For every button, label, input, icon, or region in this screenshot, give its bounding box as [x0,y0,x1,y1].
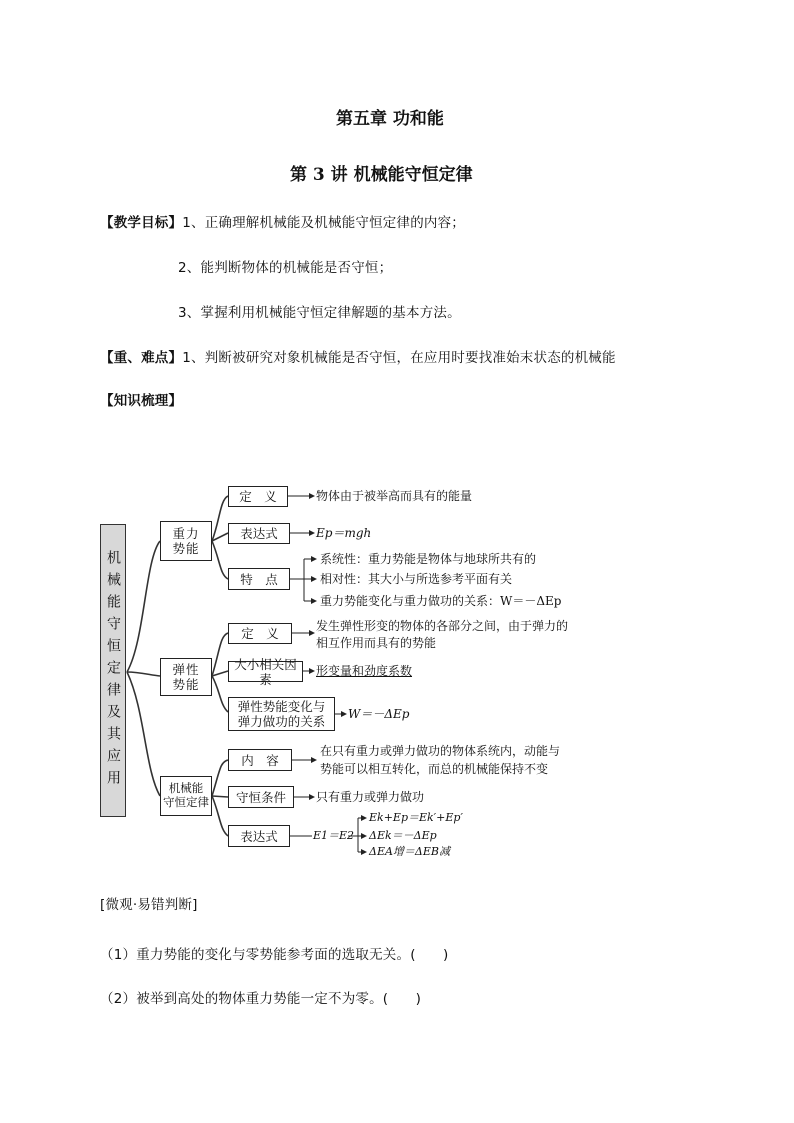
gravity-feature-item: 系统性：重力势能是物体与地球所共有的 [320,552,537,566]
chapter-title: 第五章 功和能 [336,109,444,129]
elastic-relation-box-line: 弹性势能变化与 [237,699,326,714]
node-conservation-label: 机械能 [168,781,204,796]
box-elastic-factor: 大小相关因素 [228,661,303,682]
conservation-content-line: 势能可以相互转化，而总的机械能保持不变 [320,762,549,776]
gravity-feature-item: 重力势能变化与重力做功的关系：W＝－ΔEp [320,594,562,608]
conservation-expression-main: E1＝E2 [313,829,355,842]
elastic-relation: W＝－ΔEp [348,707,410,721]
node-gravity-label: 重力势能 [172,526,200,556]
box-conservation-expression: 表达式 [228,825,290,847]
box-gravity-definition: 定 义 [228,486,288,507]
micro-label: [微观·易错判断] [100,897,198,913]
box-elastic-definition: 定 义 [228,623,292,644]
micro-item: （2）被举到高处的物体重力势能一定不为零。( ) [100,991,422,1007]
node-conservation-label: 守恒定律 [163,795,209,809]
conservation-expression-item: ΔEk＝－ΔEp [369,829,437,842]
node-elastic-potential [160,658,212,696]
lecture-title: 第 3 讲 机械能守恒定律 [290,165,473,185]
key-points-label: 【重、难点】 [100,350,183,366]
conservation-expression-item: Ek+Ep＝Ek′+Ep′ [369,811,463,824]
micro-item: （1）重力势能的变化与零势能参考面的选取无关。( ) [100,947,449,963]
box-elastic-relation [228,697,335,731]
elastic-definition-line: 相互作用而具有的势能 [316,636,437,650]
objective-item: 1、正确理解机械能及机械能守恒定律的内容； [182,215,465,231]
node-elastic-label: 弹性势能 [172,662,200,692]
key-points-text: 1、判断被研究对象机械能是否守恒，在应用时要找准始末状态的机械能 [182,350,616,366]
conservation-condition: 只有重力或弹力做功 [316,790,425,804]
gravity-expression: Ep＝mgh [316,526,372,540]
node-gravity-potential [160,521,212,561]
mindmap-root [100,524,126,817]
box-conservation-condition: 守恒条件 [228,786,294,808]
objective-item: 3、掌握利用机械能守恒定律解题的基本方法。 [178,305,461,321]
knowledge-label: 【知识梳理】 [100,393,183,409]
gravity-definition: 物体由于被举高而具有的能量 [316,489,473,503]
objective-item: 2、能判断物体的机械能是否守恒； [178,260,393,276]
box-gravity-expression: 表达式 [228,523,290,544]
elastic-relation-box-line: 弹力做功的关系 [237,714,326,729]
box-gravity-feature: 特 点 [228,568,290,590]
elastic-definition-line: 发生弹性形变的物体的各部分之间，由于弹力的 [316,619,569,633]
elastic-factors: 形变量和劲度系数 [316,664,413,678]
conservation-expression-item: ΔEA增＝ΔEB减 [369,845,450,858]
objectives-label: 【教学目标】 [100,215,183,231]
mindmap-root-label: 机械能守恒定律及其应用 [105,549,121,792]
conservation-content-line: 在只有重力或弹力做功的物体系统内，动能与 [320,744,561,758]
box-conservation-content: 内 容 [228,749,292,771]
node-conservation-law [160,776,212,816]
gravity-feature-item: 相对性：其大小与所选参考平面有关 [320,572,513,586]
